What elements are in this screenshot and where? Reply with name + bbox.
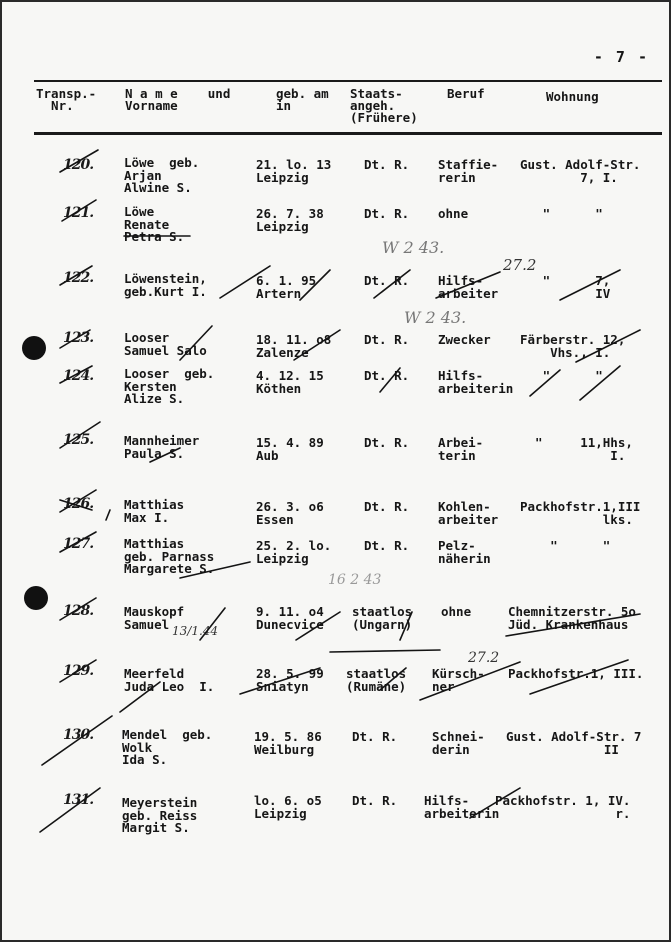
handwritten-annotation: 13/1.44 xyxy=(172,624,219,638)
entry-citizenship: Dt. R. xyxy=(352,793,398,808)
transport-number: 127. xyxy=(63,536,94,552)
entry-citizenship: Dt. R. xyxy=(364,538,410,553)
entry-born: 21. lo. 13 Leipzig xyxy=(256,157,332,185)
entry-name: Looser Samuel Salo xyxy=(124,330,207,358)
entry-residence: Packhofstr.1,III lks. xyxy=(520,499,641,527)
handwritten-annotation: W 2 43. xyxy=(404,308,467,327)
entry-born: 28. 5. 99 Sniatyn xyxy=(256,666,324,694)
entry-name: Matthias Max I. xyxy=(124,497,185,525)
entry-born: 15. 4. 89 Aub xyxy=(256,435,324,463)
entry-name: Meyerstein geb. Reiss Margit S. xyxy=(122,795,198,835)
entry-residence: " 11,Hhs, I. xyxy=(535,435,633,463)
entry-born: 9. 11. o4 Dunecvice xyxy=(256,604,324,632)
entry-citizenship: Dt. R. xyxy=(352,729,398,744)
transport-number: 123. xyxy=(63,330,94,346)
entry-residence: Packhofstr.1, III. xyxy=(508,666,644,681)
transport-number: 124. xyxy=(63,368,94,384)
entry-name: Mendel geb. Wolk Ida S. xyxy=(122,727,213,767)
entry-occupation: Pelz- näherin xyxy=(438,538,491,566)
transport-number: 129. xyxy=(63,663,94,679)
page-number: - 7 - xyxy=(593,48,649,66)
handwritten-annotation: 27.2 xyxy=(503,256,537,274)
entry-citizenship: staatlos (Rumäne) xyxy=(346,666,407,694)
entry-residence: Gust. Adolf-Str. 7, I. xyxy=(520,157,641,185)
entry-born: 25. 2. lo. Leipzig xyxy=(256,538,332,566)
entry-occupation: Arbei- terin xyxy=(438,435,484,463)
entry-citizenship: Dt. R. xyxy=(364,206,410,221)
header-citizenship: Staats- angeh. (Frühere) xyxy=(350,86,418,125)
entry-name: Löwe geb. Arjan Alwine S. xyxy=(124,155,200,195)
entry-occupation: ohne xyxy=(441,604,472,619)
entry-citizenship: Dt. R. xyxy=(364,368,410,383)
entry-residence: " " xyxy=(520,368,603,383)
entry-born: 26. 3. o6 Essen xyxy=(256,499,324,527)
entry-residence: " " xyxy=(520,538,611,553)
entry-occupation: Hilfs- arbeiterin xyxy=(424,793,500,821)
header-bottom-rule xyxy=(34,132,662,135)
transport-number: 128. xyxy=(63,603,94,619)
header-born: geb. am in xyxy=(276,86,329,113)
entry-name: Meerfeld Juda Leo I. xyxy=(124,666,215,694)
transport-number: 130. xyxy=(63,727,94,743)
entry-occupation: Hilfs- arbeiter xyxy=(438,273,499,301)
entry-residence: Packhofstr. 1, IV. r. xyxy=(495,793,631,821)
handwritten-annotation: 16 2 43 xyxy=(328,572,382,588)
transport-number: 122. xyxy=(63,270,94,286)
entry-occupation: Schnei- derin xyxy=(432,729,485,757)
entry-occupation: Kürsch- ner xyxy=(432,666,485,694)
header-transport-nr: Transp.- Nr. xyxy=(36,86,97,113)
entry-born: 18. 11. o8 Zalenze xyxy=(256,332,332,360)
transport-number: 120. xyxy=(63,157,94,173)
transport-number: 121. xyxy=(63,205,94,221)
punch-hole xyxy=(24,586,48,610)
entry-occupation: Staffie- rerin xyxy=(438,157,499,185)
header-occupation: Beruf xyxy=(447,86,485,101)
entry-residence: Chemnitzerstr. 5o Jüd. Krankenhaus xyxy=(508,604,636,632)
entry-citizenship: Dt. R. xyxy=(364,157,410,172)
entry-name: Looser geb. Kersten Alize S. xyxy=(124,366,215,406)
entry-occupation: ohne xyxy=(438,206,469,221)
entry-born: 4. 12. 15 Köthen xyxy=(256,368,324,396)
entry-name: Mauskopf Samuel xyxy=(124,604,185,632)
entry-name: Löwe Renate Petra S. xyxy=(124,204,185,244)
transport-number: 126. xyxy=(63,496,94,512)
transport-number: 125. xyxy=(63,432,94,448)
entry-occupation: Kohlen- arbeiter xyxy=(438,499,499,527)
punch-hole xyxy=(22,336,46,360)
entry-citizenship: Dt. R. xyxy=(364,435,410,450)
handwritten-annotation: W 2 43. xyxy=(382,238,445,257)
header-top-rule xyxy=(34,80,662,82)
transport-number: 131. xyxy=(63,792,94,808)
entry-occupation: Zwecker xyxy=(438,332,491,347)
entry-born: 26. 7. 38 Leipzig xyxy=(256,206,324,234)
header-name: N a m e und Vorname xyxy=(125,86,231,113)
entry-residence: Gust. Adolf-Str. 7 II xyxy=(506,729,642,757)
entry-residence: Färberstr. 12, Vhs., I. xyxy=(520,332,626,360)
entry-born: 19. 5. 86 Weilburg xyxy=(254,729,322,757)
entry-born: 6. 1. 95 Artern xyxy=(256,273,317,301)
entry-occupation: Hilfs- arbeiterin xyxy=(438,368,514,396)
entry-citizenship: Dt. R. xyxy=(364,332,410,347)
entry-born: lo. 6. o5 Leipzig xyxy=(254,793,322,821)
entry-citizenship: staatlos (Ungarn) xyxy=(352,604,413,632)
entry-residence: " 7, IV xyxy=(542,273,611,301)
entry-name: Löwenstein, geb.Kurt I. xyxy=(124,271,207,299)
entry-residence: " " xyxy=(520,206,603,221)
header-residence: Wohnung xyxy=(546,89,599,104)
entry-name: Mannheimer Paula S. xyxy=(124,433,200,461)
entry-name: Matthias geb. Parnass Margarete S. xyxy=(124,536,215,576)
entry-citizenship: Dt. R. xyxy=(364,499,410,514)
handwritten-annotation: 27.2 xyxy=(468,650,500,666)
entry-citizenship: Dt. R. xyxy=(364,273,410,288)
